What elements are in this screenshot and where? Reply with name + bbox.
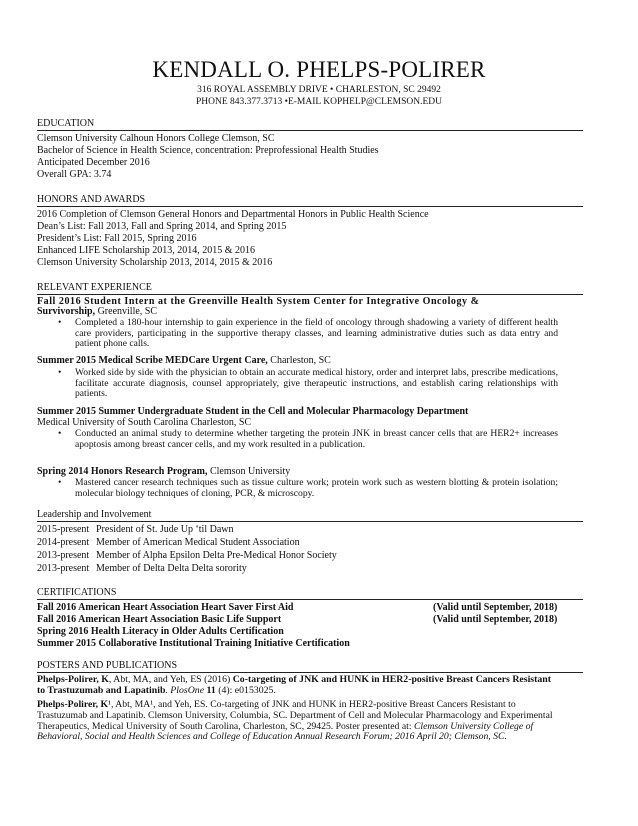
leadership-role: President of St. Jude Up ‘til Dawn xyxy=(96,524,234,535)
education-heading: EDUCATION xyxy=(37,118,583,131)
poster-venue: Clemson University College of Behavioral, Social and Health Sciences and College of Education Annual Research Forum; 2016 April 20; Clemson, SC. xyxy=(37,720,534,743)
experience-title: Spring 2014 Honors Research Program, xyxy=(37,466,208,477)
honors-line: Clemson University Scholarship 2013, 2014, 2015 & 2016 xyxy=(37,257,273,268)
experience-location: Charleston, SC xyxy=(267,355,331,366)
leadership-role: Member of Delta Delta Delta sorority xyxy=(96,563,247,574)
experience-bullet-text: Completed a 180-hour internship to gain experience in the field of oncology through shadowing a variety of different health care providers, participating in the supportive therapy classes, and learning administrative duties such as data entry and patient phone calls. xyxy=(75,317,558,349)
honors-line: Enhanced LIFE Scholarship 2013, 2014, 2015 & 2016 xyxy=(37,245,256,256)
contact-line: PHONE 843.377.3713 •E-MAIL KOPHELP@CLEMSON.EDU xyxy=(195,97,443,107)
certification-row xyxy=(37,602,585,613)
publication-entry xyxy=(37,674,551,696)
publication-mid: , Abt, MA, and Yeh, ES (2016) xyxy=(108,674,233,685)
experience-bullet xyxy=(58,429,558,450)
honors-line: President’s List: Fall 2015, Spring 2016 xyxy=(37,233,197,244)
certification-name: Fall 2016 American Heart Association Basic Life Support xyxy=(37,614,282,625)
leadership-years: 2014-present xyxy=(37,537,90,548)
experience-bullet-text: Mastered cancer research techniques such as tissue culture work; protein work such as western blotting & protein isolation; molecular biology techniques of cloning, PCR, & microscopy. xyxy=(75,477,558,499)
certification-name: Fall 2016 American Heart Association Heart Saver First Aid xyxy=(37,602,294,613)
education-line: Anticipated December 2016 xyxy=(37,157,150,168)
experience-bullet xyxy=(58,368,558,400)
resume-name: KENDALL O. PHELPS-POLIRER xyxy=(152,57,486,82)
experience-title-line xyxy=(37,466,585,477)
publication-journal: . PlosOne xyxy=(165,685,205,696)
experience-bullet-text: Worked side by side with the physician to obtain an accurate medical history, order and interpret labs, prescribe medications, facilitate accurate diagnosis, counsel appropriately, give therapeutic instructions, and establish caring relationships with patients. xyxy=(75,367,558,399)
experience-title: Summer 2015 Summer Undergraduate Student in the Cell and Molecular Pharmacology Department xyxy=(37,406,469,417)
experience-title: Summer 2015 Medical Scribe MEDCare Urgent Care, xyxy=(37,355,268,366)
experience-bullet-text: Conducted an animal study to determine whether targeting the protein JNK in breast cancer cells that are HER2+ increases apoptosis among breast cancer cells, and my work resulted in a publication. xyxy=(75,428,558,450)
honors-line: Dean’s List: Fall 2013, Fall and Spring 2014, and Spring 2015 xyxy=(37,221,287,232)
publication-authors: Phelps-Polirer, K xyxy=(37,674,109,685)
honors-heading: HONORS AND AWARDS xyxy=(37,194,583,207)
leadership-row xyxy=(37,524,585,535)
bullet-icon: • xyxy=(58,428,62,439)
leadership-years: 2015-present xyxy=(37,524,90,535)
publication-title: Co-targeting of JNK and HUNK in HER2-positive Breast Cancers Resistant to Trastuzumab and Lapatinib xyxy=(37,674,551,696)
experience-location: Greenville, SC xyxy=(95,306,158,317)
publications-heading: POSTERS AND PUBLICATIONS xyxy=(37,660,583,673)
leadership-role: Member of American Medical Student Association xyxy=(96,537,300,548)
honors-line: 2016 Completion of Clemson General Honors and Departmental Honors in Public Health Science xyxy=(37,209,429,220)
education-line: Clemson University Calhoun Honors College Clemson, SC xyxy=(37,133,275,144)
bullet-icon: • xyxy=(58,317,62,328)
leadership-years: 2013-present xyxy=(37,563,90,574)
certification-validity: (Valid until September, 2018) xyxy=(433,602,558,613)
poster-entry xyxy=(37,700,561,743)
certification-name: Spring 2016 Health Literacy in Older Adults Certification xyxy=(37,626,284,637)
experience-subtitle: Medical University of South Carolina Charleston, SC xyxy=(37,417,252,428)
leadership-heading: Leadership and Involvement xyxy=(37,509,583,522)
experience-title-cont xyxy=(37,306,585,317)
leadership-row xyxy=(37,550,585,561)
education-line: Bachelor of Science in Health Science, concentration: Preprofessional Health Studies xyxy=(37,145,379,156)
address-line: 316 ROYAL ASSEMBLY DRIVE • CHARLESTON, SC 29492 xyxy=(197,85,441,95)
certification-row xyxy=(37,638,585,649)
experience-title-bold: Survivorship, xyxy=(37,306,96,317)
poster-authors: Phelps-Polirer, K xyxy=(37,699,109,710)
certification-row xyxy=(37,614,585,625)
certification-validity: (Valid until September, 2018) xyxy=(433,614,558,625)
poster-text: ¹, Abt, MA¹, and Yeh, ES. Co-targeting of JNK and HUNK in HER2-positive Breast Cancers Resistant to Trastuzumab and Lapatinib. Clemson University, Columbia, SC. Department of Cell and Molecular Pharmacology and Experimental Therapeutics, Medical University of South Carolina, Charleston, SC, 29425. Poster presented at: xyxy=(37,699,553,732)
experience-title: Fall 2016 Student Intern at the Greenville Health System Center for Integrative Oncology & xyxy=(37,296,480,307)
experience-heading: RELEVANT EXPERIENCE xyxy=(37,282,583,295)
leadership-row xyxy=(37,563,585,574)
bullet-icon: • xyxy=(58,367,62,378)
certification-row xyxy=(37,626,585,637)
experience-title-line xyxy=(37,355,585,366)
leadership-years: 2013-present xyxy=(37,550,90,561)
bullet-icon: • xyxy=(58,477,62,488)
leadership-role: Member of Alpha Epsilon Delta Pre-Medical Honor Society xyxy=(96,550,337,561)
publication-end: (4): e0153025. xyxy=(215,685,276,696)
certifications-heading: CERTIFICATIONS xyxy=(37,587,583,600)
publication-volume: 11 xyxy=(204,685,216,696)
experience-location: Clemson University xyxy=(207,466,291,477)
education-line: Overall GPA: 3.74 xyxy=(37,169,112,180)
certification-name: Summer 2015 Collaborative Institutional Training Initiative Certification xyxy=(37,638,350,649)
experience-bullet xyxy=(58,318,558,350)
leadership-row xyxy=(37,537,585,548)
experience-bullet xyxy=(58,478,558,499)
